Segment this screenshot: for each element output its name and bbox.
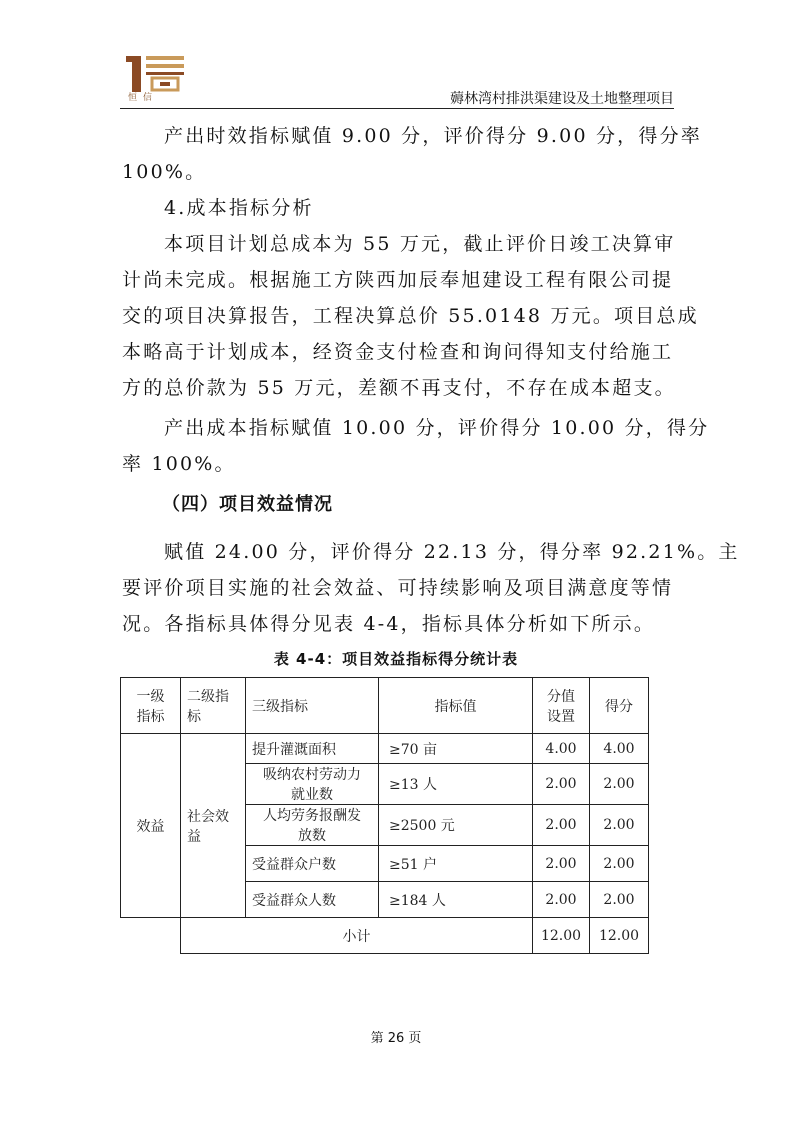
header-divider	[120, 108, 674, 109]
indicator-cell: 受益群众户数	[246, 846, 379, 882]
weight-cell: 2.00	[533, 846, 590, 882]
paragraph-benefits-summary	[122, 534, 740, 642]
weight-cell: 4.00	[533, 734, 590, 764]
score-cell: 2.00	[590, 805, 649, 846]
score-cell: 4.00	[590, 734, 649, 764]
page-number: 第 26 页	[370, 1031, 422, 1046]
score-cell: 2.00	[590, 846, 649, 882]
score-cell: 2.00	[590, 764, 649, 805]
paragraph-cost-summary	[122, 410, 710, 482]
text-line: 赋值 24.00 分，评价得分 22.13 分，得分率 92.21%。主	[164, 541, 740, 563]
header-value: 指标值	[379, 678, 533, 734]
paragraph-timeliness-summary	[122, 118, 702, 190]
weight-cell: 2.00	[533, 882, 590, 918]
text-line: 况。各指标具体得分见表 4-4，指标具体分析如下所示。	[122, 613, 656, 635]
text-line: 产出时效指标赋值 9.00 分，评价得分 9.00 分，得分率	[164, 125, 702, 147]
indicator-cell: 受益群众人数	[246, 882, 379, 918]
score-cell: 2.00	[590, 882, 649, 918]
indicator-cell: 吸纳农村劳动力 就业数	[246, 764, 379, 805]
weight-cell: 2.00	[533, 764, 590, 805]
subtotal-score: 12.00	[590, 918, 649, 954]
header-level1: 一级 指标	[121, 678, 181, 734]
table-row	[121, 734, 649, 764]
text-line: 本项目计划总成本为 55 万元，截止评价日竣工决算审	[164, 233, 676, 255]
logo-text: 恒信	[128, 93, 159, 103]
paragraph-cost-analysis	[122, 226, 699, 406]
level2-cell: 社会效 益	[181, 734, 246, 918]
subheading-cost-analysis	[122, 190, 674, 226]
text-line: 4.成本指标分析	[164, 197, 314, 219]
indicator-cell: 提升灌溉面积	[246, 734, 379, 764]
benefit-indicator-table	[120, 677, 649, 954]
value-cell: ≥184 人	[379, 882, 533, 918]
indicator-cell: 人均劳务报酬发 放数	[246, 805, 379, 846]
weight-cell: 2.00	[533, 805, 590, 846]
subtotal-row	[121, 918, 649, 954]
value-cell: ≥2500 元	[379, 805, 533, 846]
text-line: 100%。	[122, 161, 207, 183]
text-line: 率 100%。	[122, 453, 236, 475]
header-level2: 二级指 标	[181, 678, 246, 734]
text-line: 方的总价款为 55 万元，差额不再支付，不存在成本超支。	[122, 377, 676, 399]
table-header-row	[121, 678, 649, 734]
value-cell: ≥51 户	[379, 846, 533, 882]
text-line: 要评价项目实施的社会效益、可持续影响及项目满意度等情	[122, 577, 674, 599]
header-score: 得分	[590, 678, 649, 734]
header-weight: 分值 设置	[533, 678, 590, 734]
document-header-title: 薅林湾村排洪渠建设及土地整理项目	[450, 91, 674, 107]
subtotal-weight: 12.00	[533, 918, 590, 954]
subtotal-label: 小计	[181, 918, 533, 954]
text-line: 计尚未完成。根据施工方陕西加辰奉旭建设工程有限公司提	[122, 269, 674, 291]
section-heading-benefits: （四）项目效益情况	[162, 494, 333, 515]
value-cell: ≥13 人	[379, 764, 533, 805]
table-caption: 表 4-4：项目效益指标得分统计表	[273, 650, 519, 668]
text-line: 本略高于计划成本，经资金支付检查和询问得知支付给施工	[122, 341, 674, 363]
blank-cell	[121, 918, 181, 954]
text-line: 交的项目决算报告，工程决算总价 55.0148 万元。项目总成	[122, 305, 699, 327]
level1-cell: 效益	[121, 734, 181, 918]
header-level3: 三级指标	[246, 678, 379, 734]
value-cell: ≥70 亩	[379, 734, 533, 764]
text-line: 产出成本指标赋值 10.00 分，评价得分 10.00 分，得分	[164, 417, 710, 439]
